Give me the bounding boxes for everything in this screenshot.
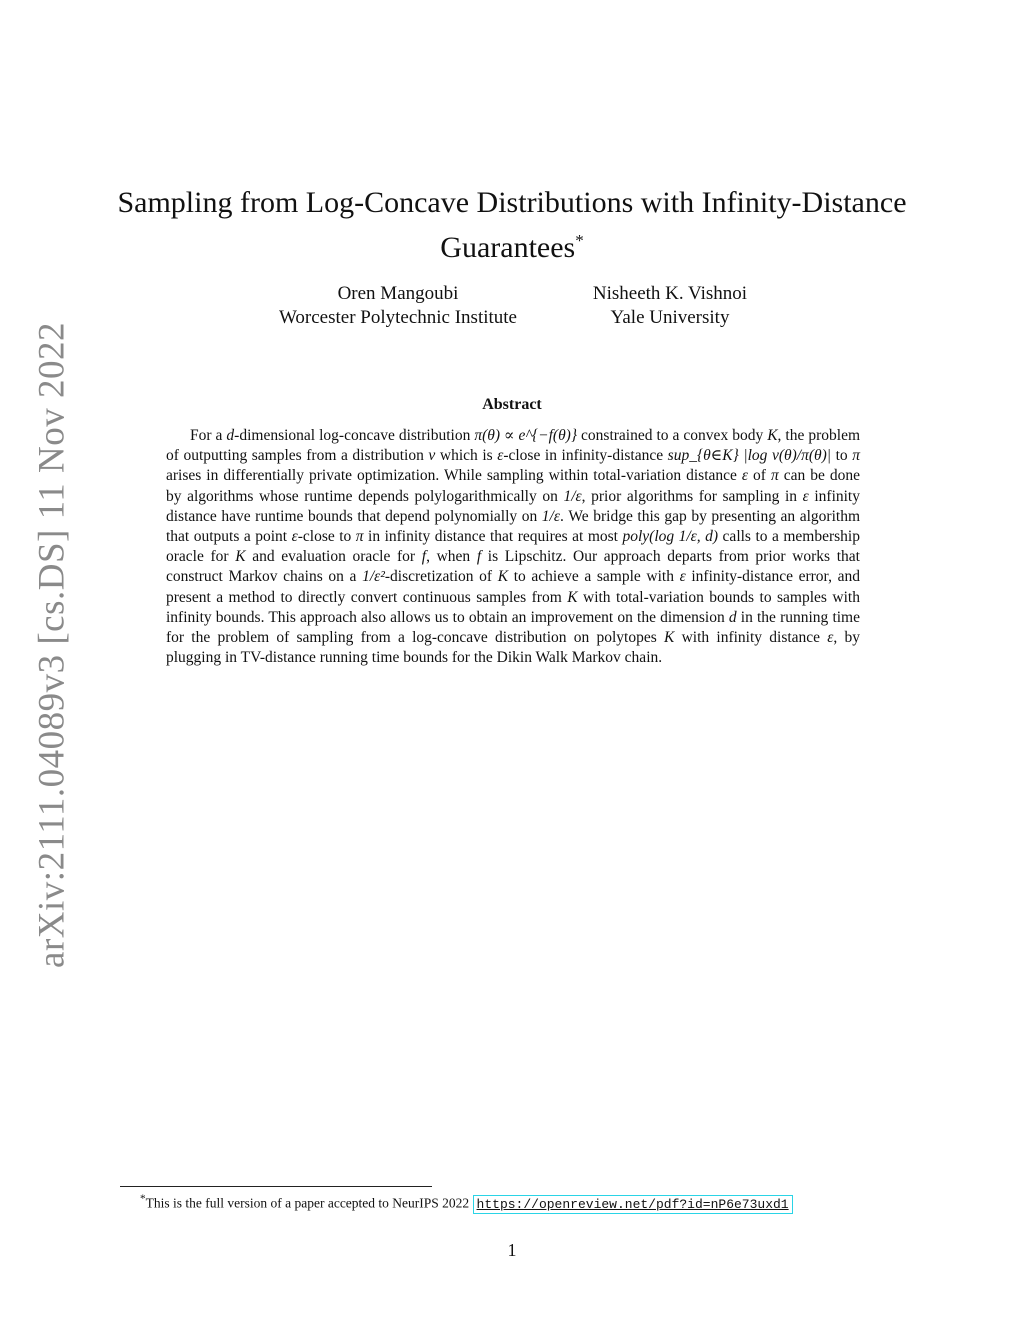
footnote-mark: *: [140, 1193, 146, 1205]
footnote-divider: [120, 1186, 432, 1187]
footnote-text: This is the full version of a paper accepted to NeurIPS 2022: [145, 1195, 473, 1211]
math-pi-proportional: π(θ) ∝ e^{−f(θ)}: [474, 427, 578, 444]
math-sup-log-ratio: sup_{θ∈K} |log ν(θ)/π(θ)|: [667, 447, 832, 465]
author-affiliation: Worcester Polytechnic Institute: [278, 307, 517, 328]
math-poly-log: poly(log 1/ε, d): [622, 528, 719, 546]
author-block-2: [560, 282, 780, 330]
author-name: Oren Mangoubi: [337, 283, 459, 304]
paper-title-text: Sampling from Log-Concave Distributions with Infinity-Distance Guarantees: [117, 186, 907, 264]
openreview-link[interactable]: https://openreview.net/pdf?id=nP6e73uxd1: [473, 1195, 793, 1214]
math-one-over-eps: 1/ε: [563, 487, 582, 505]
author-block-1: [248, 282, 548, 330]
footnote: [140, 1190, 793, 1214]
arxiv-identifier-stamp: arXiv:2111.04089v3 [cs.DS] 11 Nov 2022: [31, 322, 73, 968]
author-name: Nisheeth K. Vishnoi: [592, 283, 748, 304]
abstract-body: For a d-dimensional log-concave distribution π(θ) ∝ e^{−f(θ)} constrained to a convex body K, the problem of outputting samples from a distribution ν which is ε-close in infinity-distance sup_{θ∈K} |log ν(θ)/π(θ)| to π arises in differentially private optimization. While sampling within total-variation distance ε of π can be done by algorithms whose runtime depends polylogarithmically on 1/ε, prior algorithms for sampling in ε infinity distance have runtime bounds that depend polynomially on 1/ε. We bridge this gap by presenting an algorithm that outputs a point ε-close to π in infinity distance that requires at most poly(log 1/ε, d) calls to a membership oracle for K and evaluation oracle for f, when f is Lipschitz. Our approach departs from prior works that construct Markov chains on a 1/ε²-discretization of K to achieve a sample with ε infinity-distance error, and present a method to directly convert continuous samples from K with total-variation bounds to samples with infinity bounds. This approach also allows us to obtain an improvement on the dimension d in the running time for the problem of sampling from a log-concave distribution on polytopes K with infinity distance ε, by plugging in TV-distance running time bounds for the Dikin Walk Markov chain.: [166, 427, 861, 667]
title-footnote-mark: *: [575, 231, 584, 250]
page-number: 1: [507, 1240, 517, 1260]
math-one-over-eps: 1/ε: [541, 507, 560, 525]
abstract-heading: Abstract: [482, 396, 542, 413]
author-affiliation: Yale University: [610, 307, 730, 328]
math-one-over-eps-squared: 1/ε²: [362, 568, 385, 586]
paper-title: [80, 184, 944, 267]
